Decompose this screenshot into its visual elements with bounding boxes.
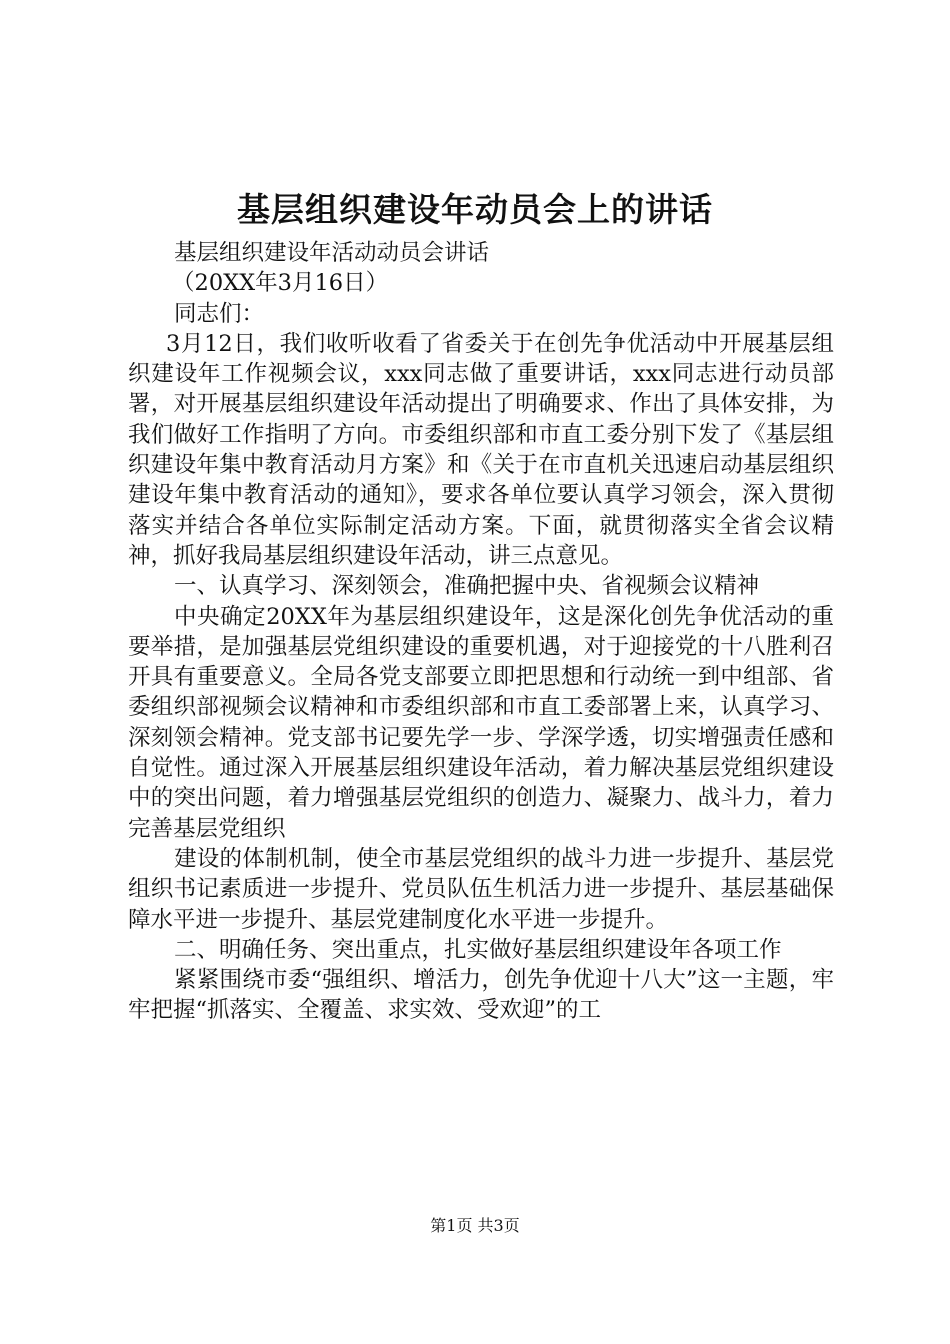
speech-date: （20XX年3月16日） bbox=[172, 270, 389, 297]
section-heading-1: 一、认真学习、深刻领会，准确把握中央、省视频会议精神 bbox=[174, 573, 760, 600]
section-heading-2: 二、明确任务、突出重点，扎实做好基层组织建设年各项工作 bbox=[174, 936, 782, 963]
paragraph-section-1: 中央确定20XX年为基层组织建设年，这是深化创先争优活动的重要举措，是加强基层党组织建设的重要机遇，对于迎接党的十八胜利召开具有重要意义。全局各党支部要立即把思想和行动统一到中组部、省委组织部视频会议精神和市委组织部和市直工委部署上来，认真学习、深刻领会精神。党支部书记要先学一步、学深学透，切实增强责任感和自觉性。通过深入开展基层组织建设年活动，着力解决基层党组织建设中的突出问题，着力增强基层党组织的创造力、凝聚力、战斗力，着力完善基层党组织 bbox=[128, 603, 834, 842]
document-title: 基层组织建设年动员会上的讲话 bbox=[237, 190, 713, 229]
paragraph-section-2: 紧紧围绕市委“强组织、增活力，创先争优迎十八大”这一主题，牢牢把握“抓落实、全覆盖、求实效、受欢迎”的工 bbox=[128, 967, 834, 1024]
page-number-footer: 第1页 共3页 bbox=[430, 1216, 520, 1235]
salutation: 同志们： bbox=[174, 300, 265, 327]
paragraph-intro: 3月12日，我们收听收看了省委关于在创先争优活动中开展基层组织建设年工作视频会议，xxx同志做了重要讲话，xxx同志进行动员部署，对开展基层组织建设年活动提出了明确要求、作出了具体安排，为我们做好工作指明了方向。市委组织部和市直工委分别下发了《基层组织建设年集中教育活动月方案》和《关于在市直机关迅速启动基层组织建设年集中教育活动的通知》，要求各单位要认真学习领会，深入贯彻落实并结合各单位实际制定活动方案。下面，就贯彻落实全省会议精神，抓好我局基层组织建设年活动，讲三点意见。 bbox=[128, 330, 834, 569]
speech-subtitle: 基层组织建设年活动动员会讲话 bbox=[174, 240, 490, 266]
paragraph-section-1-continued: 建设的体制机制，使全市基层党组织的战斗力进一步提升、基层党组织书记素质进一步提升、党员队伍生机活力进一步提升、基层基础保障水平进一步提升、基层党建制度化水平进一步提升。 bbox=[128, 845, 834, 933]
document-body bbox=[128, 238, 834, 1026]
